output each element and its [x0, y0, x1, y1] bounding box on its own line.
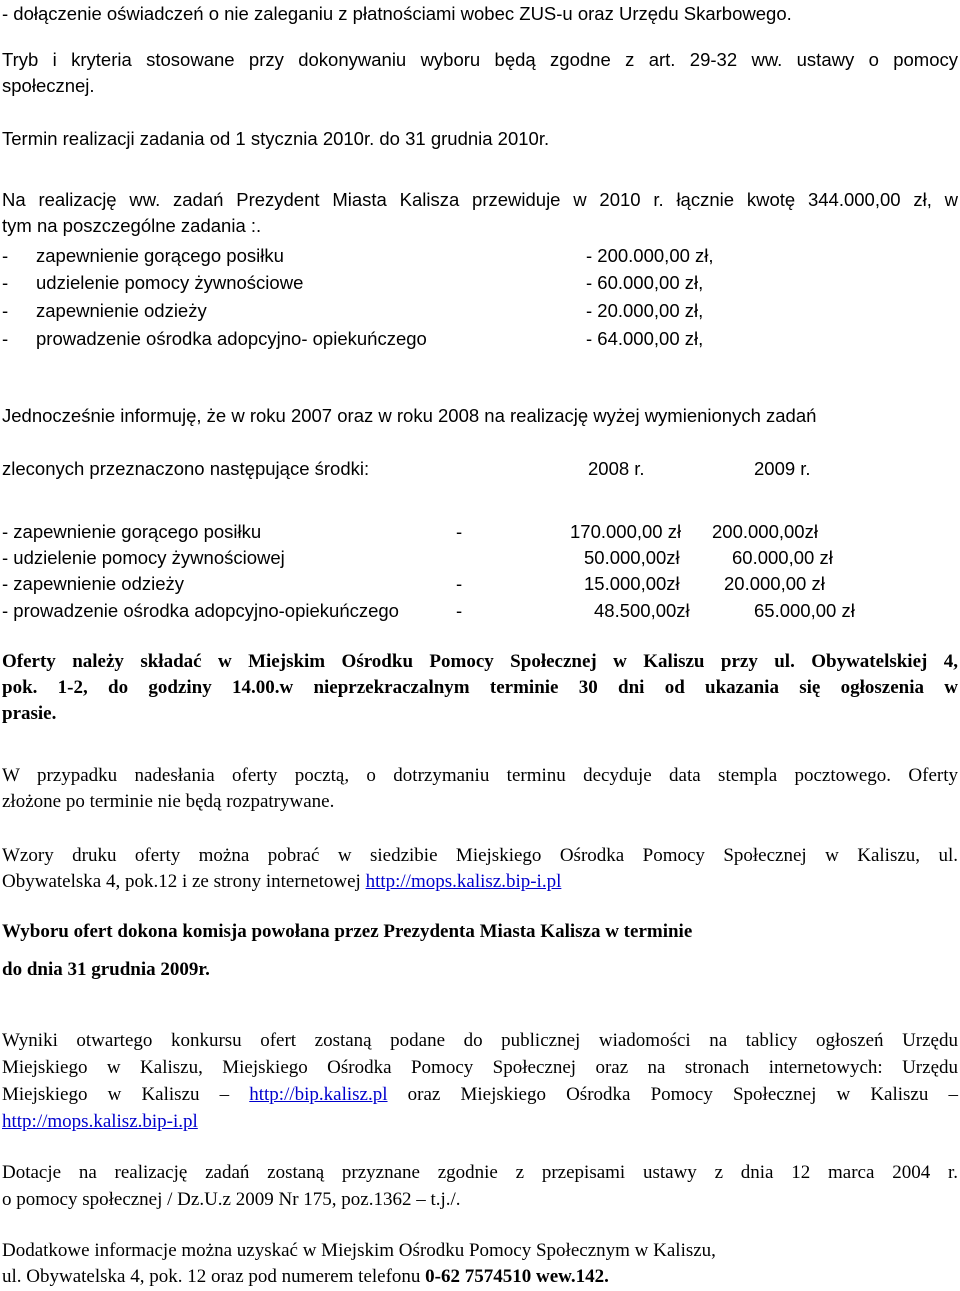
line-wyniki-1: Wyniki otwartego konkursu ofert zostaną podane do publicznej wiadomości na tablicy ogłoszeń Urzędu	[2, 1030, 958, 1051]
mops-link[interactable]: http://mops.kalisz.bip-i.pl	[2, 1111, 198, 1132]
year-header-2008: 2008 r.	[588, 458, 645, 479]
year-header-2009: 2009 r.	[754, 458, 811, 479]
line-wzory-1: Wzory druku oferty można pobrać w siedzibie Miejskiego Ośrodka Pomocy Społecznej w Kaliszu, ul.	[2, 845, 958, 866]
line-history-1: Jednocześnie informuję, że w roku 2007 oraz w roku 2008 na realizację wyżej wymienionych zadań	[2, 405, 817, 426]
line-zus-declaration: - dołączenie oświadczeń o nie zaleganiu z płatnościami wobec ZUS-u oraz Urzędu Skarbowego.	[2, 3, 792, 24]
line-kwota-1: Na realizację ww. zadań Prezydent Miasta Kalisza przewiduje w 2010 r. łącznie kwotę 344.000,00 zł, w	[2, 189, 958, 210]
line-oferty-2: pok. 1-2, do godziny 14.00.w nieprzekraczalnym terminie 30 dni od ukazania się ogłoszenia w	[2, 677, 958, 698]
line-wzory-2: Obywatelska 4, pok.12 i ze strony internetowej http://mops.kalisz.bip-i.pl	[2, 871, 562, 892]
line-kwota-2: tym na poszczególne zadania :.	[2, 215, 262, 236]
line-termin: Termin realizacji zadania od 1 stycznia 2010r. do 31 grudnia 2010r.	[2, 128, 550, 149]
line-wybor-1: Wyboru ofert dokona komisja powołana przez Prezydenta Miasta Kalisza w terminie	[2, 921, 693, 942]
line-wybor-2: do dnia 31 grudnia 2009r.	[2, 959, 210, 980]
line-wyniki-4	[2, 1110, 198, 1134]
line-oferty-1: Oferty należy składać w Miejskim Ośrodku Pomocy Społecznej w Kaliszu przy ul. Obywatelskiej 4,	[2, 651, 958, 672]
mops-link[interactable]: http://mops.kalisz.bip-i.pl	[365, 871, 562, 892]
line-oferty-3: prasie.	[2, 703, 57, 724]
line-dotacje-1: Dotacje na realizację zadań zostaną przyznane zgodnie z przepisami ustawy z dnia 12 marca 2004 r.	[2, 1162, 958, 1183]
line-kontakt-1: Dodatkowe informacje można uzyskać w Miejskim Ośrodku Pomocy Społecznym w Kaliszu,	[2, 1240, 716, 1261]
line-dotacje-2: o pomocy społecznej / Dz.U.z 2009 Nr 175, poz.1362 – t.j./.	[2, 1189, 461, 1210]
phone-number: 0-62 7574510 wew.142.	[425, 1266, 609, 1287]
line-poczta-2: złożone po terminie nie będą rozpatrywane.	[2, 791, 335, 812]
line-tryb-1: Tryb i kryteria stosowane przy dokonywaniu wyboru będą zgodne z art. 29-32 ww. ustawy o pomocy	[2, 49, 958, 70]
line-tryb-2: społecznej.	[2, 75, 95, 96]
line-kontakt-2: ul. Obywatelska 4, pok. 12 oraz pod numerem telefonu 0-62 7574510 wew.142.	[2, 1266, 609, 1287]
line-poczta-1: W przypadku nadesłania oferty pocztą, o dotrzymaniu terminu decyduje data stempla pocztowego. Oferty	[2, 765, 958, 786]
bip-kalisz-link[interactable]: http://bip.kalisz.pl	[249, 1084, 388, 1105]
line-wyniki-2: Miejskiego w Kaliszu, Miejskiego Ośrodka Pomocy Społecznej oraz na stronach internetowych: Urzędu	[2, 1057, 958, 1078]
line-wyniki-3: Miejskiego w Kaliszu – http://bip.kalisz.pl oraz Miejskiego Ośrodka Pomocy Społecznej w Kaliszu –	[2, 1084, 958, 1105]
